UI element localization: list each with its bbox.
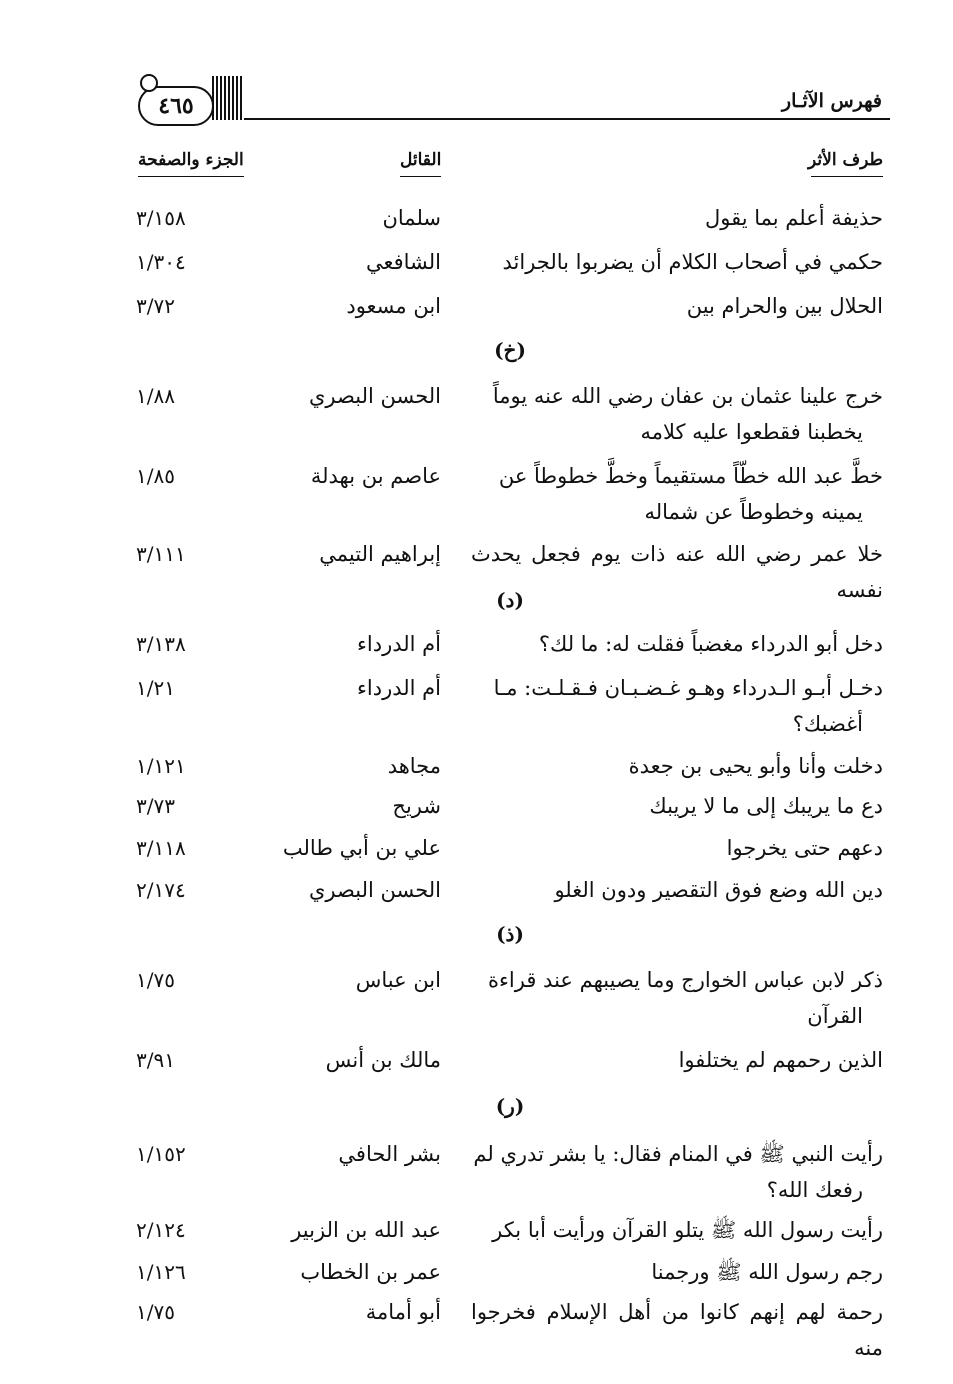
phrase-continuation: القرآن <box>807 1004 863 1028</box>
phrase-text: خرج علينا عثمان بن عفان رضي الله عنه يوماً <box>492 384 883 408</box>
phrase-cell <box>471 626 883 662</box>
reference-cell: ٣/٧٣ <box>136 794 175 818</box>
sayer-cell: الشافعي <box>365 250 441 274</box>
phrase-text: الحلال بين والحرام بين <box>686 294 883 318</box>
column-header-sayer: القائل <box>400 150 441 177</box>
phrase-cell <box>471 1136 883 1208</box>
reference-cell: ٣/٧٢ <box>136 294 175 318</box>
sayer-cell: عبد الله بن الزبير <box>291 1218 441 1242</box>
phrase-text: خلا عمر رضي الله عنه ذات يوم فجعل يحدث نفسه <box>471 542 883 602</box>
reference-cell: ٣/١٣٨ <box>136 632 186 656</box>
column-header-phrase: طرف الأثر <box>808 150 883 177</box>
phrase-continuation: يمينه وخطوطاً عن شماله <box>644 500 863 524</box>
reference-cell: ٢/١٢٤ <box>136 1218 186 1242</box>
phrase-cell <box>471 378 883 450</box>
reference-cell: ١/١٢٦ <box>136 1260 186 1284</box>
reference-cell: ١/١٢١ <box>136 754 186 778</box>
phrase-text: دين الله وضع فوق التقصير ودون الغلو <box>554 878 883 902</box>
phrase-cell <box>471 458 883 530</box>
phrase-cell <box>471 1042 883 1078</box>
reference-cell: ١/٧٥ <box>136 968 175 992</box>
sayer-cell: إبراهيم التيمي <box>319 542 441 566</box>
phrase-text: دعهم حتى يخرجوا <box>726 836 883 860</box>
phrase-continuation: أغضبك؟ <box>792 712 863 736</box>
phrase-cell <box>471 1254 883 1290</box>
column-header-reference: الجزء والصفحة <box>138 150 244 177</box>
page-number: ٤٦٥ <box>158 93 194 119</box>
reference-cell: ١/٨٨ <box>136 384 175 408</box>
reference-cell: ١/١٥٢ <box>136 1142 186 1166</box>
sayer-cell: أم الدرداء <box>357 676 441 700</box>
reference-cell: ١/٧٥ <box>136 1300 175 1324</box>
phrase-text: خطَّ عبد الله خطّاً مستقيماً وخطَّ خطوطاً عن <box>498 464 883 488</box>
phrase-cell <box>471 288 883 324</box>
phrase-text: ذكر لابن عباس الخوارج وما يصيبهم عند قراءة <box>488 968 883 992</box>
phrase-text: دخل أبو الدرداء مغضباً فقلت له: ما لك؟ <box>538 632 883 656</box>
sayer-cell: الحسن البصري <box>309 878 441 902</box>
phrase-text: رأيت رسول الله ﷺ يتلو القرآن ورأيت أبا بكر <box>492 1218 883 1242</box>
sayer-cell: بشر الحافي <box>338 1142 441 1166</box>
phrase-cell <box>471 1294 883 1366</box>
sayer-cell: مالك بن أنس <box>325 1048 441 1072</box>
phrase-text: دخـل أبـو الـدرداء وهـو غـضـبـان فـقـلـت: مـا <box>493 676 883 700</box>
phrase-text: الذين رحمهم لم يختلفوا <box>678 1048 883 1072</box>
phrase-text: رأيت النبي ﷺ في المنام فقال: يا بشر تدري لم <box>473 1142 883 1166</box>
reference-cell: ١/٢١ <box>136 676 175 700</box>
phrase-text: رحمة لهم إنهم كانوا من أهل الإسلام فخرجوا منه <box>471 1300 883 1360</box>
sayer-cell: مجاهد <box>387 754 441 778</box>
section-letter: (ذ) <box>496 922 524 946</box>
reference-cell: ١/٣٠٤ <box>136 250 186 274</box>
phrase-continuation: رفعك الله؟ <box>766 1178 863 1202</box>
sayer-cell: أبو أمامة <box>365 1300 441 1324</box>
section-letter: (خ) <box>494 338 526 362</box>
phrase-cell <box>471 200 883 236</box>
phrase-text: حكمي في أصحاب الكلام أن يضربوا بالجرائد <box>502 250 883 274</box>
phrase-cell <box>471 1212 883 1248</box>
sayer-cell: أم الدرداء <box>357 632 441 656</box>
section-letter: (ر) <box>495 1094 525 1118</box>
header-title: فهرس الآثـار <box>781 90 882 112</box>
sayer-cell: عاصم بن بهدلة <box>310 464 441 488</box>
sayer-cell: ابن عباس <box>355 968 441 992</box>
reference-cell: ١/٨٥ <box>136 464 175 488</box>
phrase-cell <box>471 670 883 742</box>
phrase-cell <box>471 872 883 908</box>
running-header <box>138 70 890 126</box>
reference-cell: ٣/١١١ <box>136 542 186 566</box>
sayer-cell: سلمان <box>382 206 441 230</box>
phrase-text: رجم رسول الله ﷺ ورجمنا <box>651 1260 883 1284</box>
section-letter: (د) <box>496 588 524 612</box>
sayer-cell: الحسن البصري <box>309 384 441 408</box>
phrase-cell <box>471 788 883 824</box>
phrase-cell <box>471 748 883 784</box>
reference-cell: ٣/١١٨ <box>136 836 186 860</box>
phrase-text: دع ما يريبك إلى ما لا يريبك <box>649 794 883 818</box>
page-badge-ornament <box>212 76 242 120</box>
reference-cell: ٢/١٧٤ <box>136 878 186 902</box>
badge-ring-ornament <box>140 74 158 92</box>
header-rule <box>244 118 890 120</box>
sayer-cell: عمر بن الخطاب <box>300 1260 441 1284</box>
sayer-cell: علي بن أبي طالب <box>282 836 441 860</box>
phrase-cell <box>471 830 883 866</box>
phrase-cell <box>471 962 883 1034</box>
phrase-continuation: يخطبنا فقطعوا عليه كلامه <box>640 420 863 444</box>
phrase-text: دخلت وأنا وأبو يحيى بن جعدة <box>628 754 883 778</box>
sayer-cell: ابن مسعود <box>346 294 441 318</box>
page-number-badge <box>138 86 214 126</box>
reference-cell: ٣/٩١ <box>136 1048 175 1072</box>
phrase-cell <box>471 244 883 280</box>
phrase-text: حذيفة أعلم بما يقول <box>704 206 883 230</box>
reference-cell: ٣/١٥٨ <box>136 206 186 230</box>
sayer-cell: شريح <box>392 794 441 818</box>
